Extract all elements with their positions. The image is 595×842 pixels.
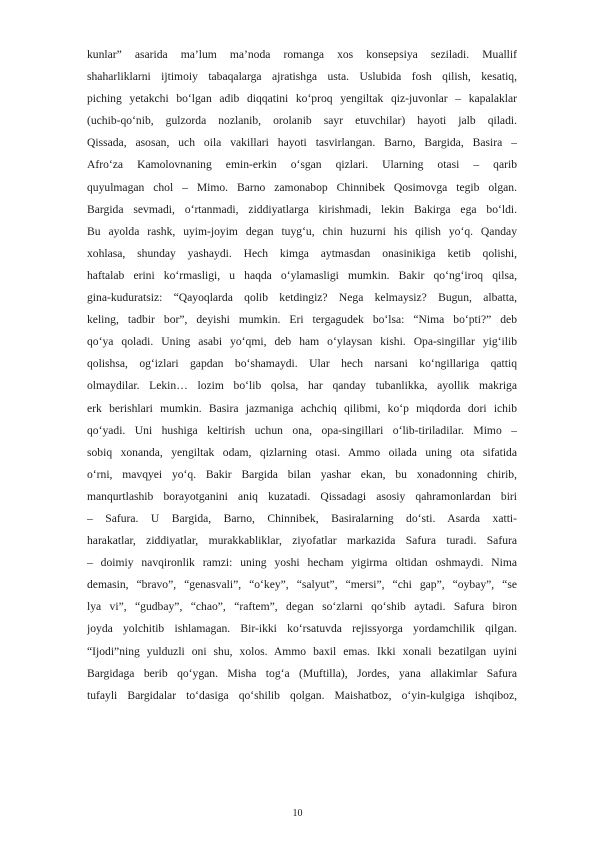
text-line: olmaydilar. Lekin… lozim bo‘lib qolsa, har qanday tubanlikka, ayollik makriga [87, 379, 517, 393]
text-line: tufayli Bargidalar to‘dasiga qo‘shilib qolgan. Maishatboz, o‘yin-kulgiga ishqiboz, [87, 688, 517, 702]
text-line: shaharliklarni ijtimoiy tabaqalarga ajratishga usta. Uslubida fosh qilish, kesatiq, [87, 70, 517, 84]
text-line: erk berishlari mumkin. Basira jazmaniga achchiq qilibmi, ko‘p miqdorda dori ichib [87, 401, 517, 415]
text-line: – doimiy navqironlik ramzi: uning yoshi hecham yigirma oltidan oshmaydi. Nima [87, 556, 517, 570]
text-line: gina-kuduratsiz: “Qayoqlarda qolib ketdingiz? Nega kelmaysiz? Bugun, albatta, [87, 291, 517, 305]
text-line: manqurtlashib borayotganini aniq kuzatadi. Qissadagi asosiy qahramonlardan biri [87, 489, 517, 503]
text-line: Qissada, asosan, uch oila vakillari hayoti tasvirlangan. Barno, Bargida, Basira – [87, 136, 517, 150]
text-line: piching yetakchi bo‘lgan adib diqqatini ko‘proq yengiltak qiz-juvonlar – kapalaklar [87, 92, 517, 106]
text-line: quyulmagan chol – Mimo. Barno zamonabop Chinnibek Qosimovga tegib olgan. [87, 180, 517, 194]
text-line: qo‘yadi. Uni hushiga keltirish uchun ona, opa-singillari o‘lib-tiriladilar. Mimo – [87, 423, 517, 437]
text-line: joyda yolchitib ishlamagan. Bir-ikki ko‘rsatuvda rejissyorga yordamchilik qilgan. [87, 622, 517, 636]
text-line: Bu ayolda rashk, uyim-joyim degan tuyg‘u, chin huzurni his qilish yo‘q. Qanday [87, 224, 517, 238]
text-line: keling, tadbir bor”, deyishi mumkin. Eri tergagudek bo‘lsa: “Nima bo‘pti?” deb [87, 313, 517, 327]
text-line: qolishsa, og‘izlari gapdan bo‘shamaydi. Ular hech narsani ko‘ngillariga qattiq [87, 357, 517, 371]
text-line: – Safura. U Bargida, Barno, Chinnibek, Basiralarning do‘sti. Asarda xatti- [87, 511, 517, 525]
text-line: xohlasa, shunday yashaydi. Hech kimga aytmasdan onasinikiga ketib qolishi, [87, 246, 517, 260]
text-line: haftalab erini ko‘rmasligi, u haqda o‘ylamasligi mumkin. Bakir qo‘ng‘iroq qilsa, [87, 268, 517, 282]
text-line: qo‘ya qoladi. Uning asabi yo‘qmi, deb ham o‘ylaysan kishi. Opa-singillar yig‘ilib [87, 335, 517, 349]
text-line: harakatlar, ziddiyatlar, murakkabliklar, ziyofatlar markazida Safura turadi. Safura [87, 534, 517, 548]
text-line: demasin, “bravo”, “genasvali”, “o‘key”, “salyut”, “mersi”, “chi gap”, “oybay”, “se [87, 578, 517, 592]
text-line: Bargidaga berib qo‘ygan. Misha tog‘a (Muftilla), Jordes, yana allakimlar Safura [87, 666, 517, 680]
text-line: o‘rni, mavqyei yo‘q. Bakir Bargida bilan yashar ekan, bu xonadonning chirib, [87, 467, 517, 481]
text-line: “Ijodi”ning yulduzli oni shu, xolos. Ammo baxil emas. Ikki xonali bezatilgan uyini [87, 644, 517, 658]
text-line: Bargida sevmadi, o‘rtanmadi, ziddiyatlarga kirishmadi, lekin Bakirga ega bo‘ldi. [87, 202, 517, 216]
text-line: (uchib-qo‘nib, gulzorda nozlanib, orolanib sayr etuvchilar) hayoti jalb qiladi. [87, 114, 517, 128]
text-line: kunlar” asarida ma’lum ma’noda romanga xos konsepsiya seziladi. Muallif [87, 48, 517, 61]
text-line: sobiq xonanda, yengiltak odam, qizlarning otasi. Ammo oilada uning ota sifatida [87, 445, 517, 459]
page-number: 10 [292, 808, 303, 819]
text-line: Afro‘za Kamolovnaning emin-erkin o‘sgan qizlari. Ularning otasi – qarib [87, 158, 517, 172]
text-line: lya vi”, “gudbay”, “chao”, “raftem”, degan so‘zlarni qo‘shib aytadi. Safura biron [87, 600, 517, 614]
body-text [87, 44, 517, 707]
